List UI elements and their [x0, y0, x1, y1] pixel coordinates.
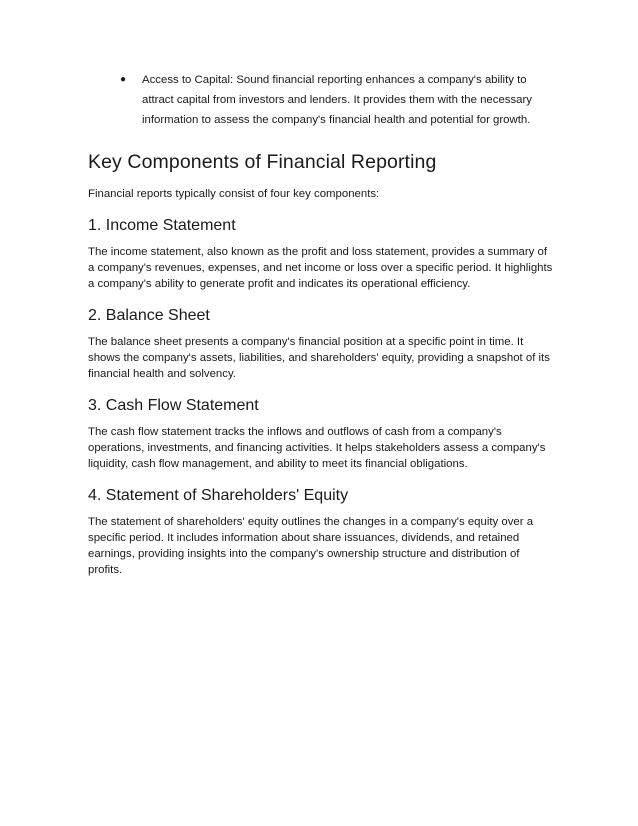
section-title: Key Components of Financial Reporting — [88, 151, 437, 173]
income-statement-heading: 1. Income Statement — [88, 217, 236, 234]
cash-flow-statement-heading: 3. Cash Flow Statement — [88, 397, 259, 414]
document-page — [88, 70, 554, 578]
section-intro: Financial reports typically consist of four key components: — [88, 188, 380, 200]
income-statement-body: The income statement, also known as the profit and loss statement, provides a summary of a company's revenues, expenses, and net income or loss over a specific period. It highlights a company's ability to generate profit and indicates its operational efficiency. — [88, 246, 553, 290]
balance-sheet-body: The balance sheet presents a company's financial position at a specific point in time. It shows the company's assets, liabilities, and shareholders' equity, providing a snapshot of its financial health and solvency. — [88, 336, 550, 380]
bullet-list — [88, 70, 554, 130]
bullet-marker: ● — [120, 74, 127, 85]
balance-sheet-heading: 2. Balance Sheet — [88, 307, 210, 324]
shareholders-equity-heading: 4. Statement of Shareholders' Equity — [88, 487, 349, 504]
bullet-item-access-to-capital — [120, 70, 554, 130]
bullet-text: Access to Capital: Sound financial reporting enhances a company's ability to attract capital from investors and lenders. It provides them with the necessary information to assess the company's financial health and potential for growth. — [142, 74, 532, 126]
shareholders-equity-body: The statement of shareholders' equity outlines the changes in a company's equity over a specific period. It includes information about share issuances, dividends, and retained earnings, providing insights into the company's ownership structure and distribution of profits. — [88, 516, 534, 576]
cash-flow-statement-body: The cash flow statement tracks the inflows and outflows of cash from a company's operations, investments, and financing activities. It helps stakeholders assess a company's liquidity, cash flow management, and ability to meet its financial obligations. — [88, 426, 546, 470]
